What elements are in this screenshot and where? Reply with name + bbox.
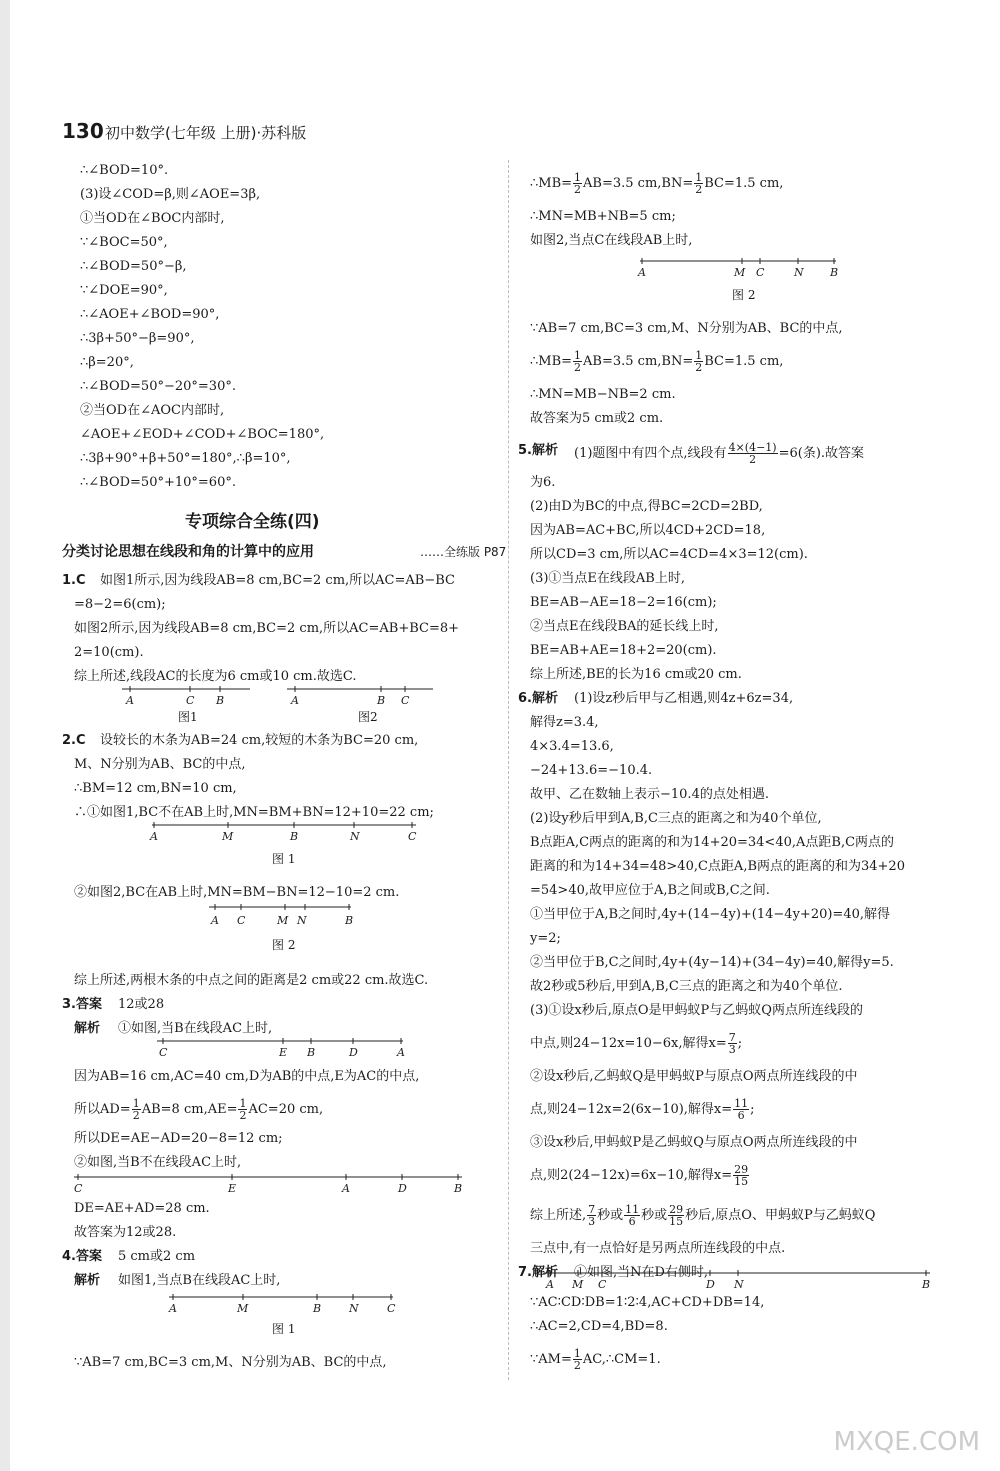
text-line: ∵∠DOE=90°, xyxy=(80,283,168,298)
q4-figure2 xyxy=(636,256,846,280)
svg-text:A: A xyxy=(397,1046,405,1059)
q3-label: 3.答案 xyxy=(62,997,102,1012)
text-line: 综上所述,两根木条的中点之间的距离是2 cm或22 cm.故选C. xyxy=(74,973,429,988)
text-line: DE=AE+AD=28 cm. xyxy=(74,1201,210,1216)
text-line: 故答案为12或28. xyxy=(74,1225,177,1240)
text-line: ∴∠BOD=50°−20°=30°. xyxy=(80,379,236,394)
svg-text:B: B xyxy=(922,1278,931,1291)
text-line: ∴β=20°, xyxy=(80,355,134,370)
svg-text:D: D xyxy=(706,1278,715,1291)
text-line: ②当甲位于B,C之间时,4y+(4y−14)+(34−4y)=40,解得y=5. xyxy=(530,955,894,970)
svg-text:B: B xyxy=(454,1182,463,1195)
watermark: MXQE.COM xyxy=(833,1427,980,1457)
svg-text:M: M xyxy=(734,266,746,279)
text-line: 综上所述,线段AC的长度为6 cm或10 cm.故选C. xyxy=(74,669,357,684)
subsection-ref: ……全练版 P87 xyxy=(420,545,507,559)
svg-text:B: B xyxy=(345,914,354,927)
svg-text:B: B xyxy=(830,266,839,279)
text-line: ∴MN=MB−NB=2 cm. xyxy=(530,387,676,402)
text-line: 如图2所示,因为线段AB=8 cm,BC=2 cm,所以AC=AB+BC=8+ xyxy=(74,621,460,636)
text-line: 中点,则24−12x=10−6x,解得x= $\frac{7}{3}$ ; xyxy=(530,1031,743,1056)
svg-text:A: A xyxy=(342,1182,350,1195)
svg-text:B: B xyxy=(377,694,386,707)
text-line: (3)①当点E在线段AB上时, xyxy=(530,571,685,586)
svg-text:C: C xyxy=(159,1046,168,1059)
fig-caption: 图 2 xyxy=(732,288,756,302)
svg-text:B: B xyxy=(216,694,225,707)
text-line: ∴∠BOD=50°−β, xyxy=(80,259,187,274)
text-line: 综上所述, $\frac{7}{3}$ 秒或 $\frac{11}{6}$ 秒或 $\frac{29}{15}$ 秒后,原点O、甲蚂蚁P与乙蚂蚁Q xyxy=(530,1203,876,1228)
text-line: =54>40,故甲应位于A,B之间或B,C之间. xyxy=(530,883,770,898)
fig-caption: 图1 xyxy=(178,710,198,724)
text-line: B点距A,C两点的距离的和为14+20=34<40,A点距B,C两点的 xyxy=(530,835,895,850)
q3-figure2 xyxy=(72,1172,472,1196)
svg-text:D: D xyxy=(349,1046,358,1059)
svg-text:M: M xyxy=(222,830,234,843)
column-divider xyxy=(508,160,509,1380)
q1-label: 1.C xyxy=(62,573,86,588)
svg-text:E: E xyxy=(279,1046,288,1059)
text-line: ∴3β+50°−β=90°, xyxy=(80,331,195,346)
text-line: 如图1所示,因为线段AB=8 cm,BC=2 cm,所以AC=AB−BC xyxy=(100,573,455,588)
svg-text:N: N xyxy=(734,1278,744,1291)
text-line: ②当OD在∠AOC内部时, xyxy=(80,403,225,418)
svg-text:N: N xyxy=(349,1302,359,1315)
book-title: 初中数学(七年级 上册)·苏科版 xyxy=(105,124,307,142)
text-line: ①当甲位于A,B之间时,4y+(14−4y)+(14−4y+20)=40,解得 xyxy=(530,907,890,922)
section-title: 专项综合全练(四) xyxy=(185,512,320,532)
text-line: ∴AC=2,CD=4,BD=8. xyxy=(530,1319,668,1334)
svg-text:M: M xyxy=(572,1278,584,1291)
svg-text:C: C xyxy=(756,266,765,279)
svg-text:A: A xyxy=(169,1302,177,1315)
text-line: ∴MB= $\frac{1}{2}$ AB=3.5 cm,BN= $\frac{1}{2}$ BC=1.5 cm, xyxy=(530,171,784,196)
text-line: 三点中,有一点恰好是另两点所连线段的中点. xyxy=(530,1241,786,1256)
svg-text:A: A xyxy=(150,830,158,843)
svg-text:A: A xyxy=(211,914,219,927)
text-line: 点,则2(24−12x)=6x−10,解得x= $\frac{29}{15}$ xyxy=(530,1163,749,1188)
text-line: 5 cm或2 cm xyxy=(118,1249,196,1264)
text-line: 距离的和为14+34=48>40,C点距A,B两点的距离的和为34+20 xyxy=(530,859,905,874)
svg-text:C: C xyxy=(237,914,246,927)
page-number: 130 xyxy=(62,119,104,143)
text-line: =8−2=6(cm); xyxy=(74,597,166,612)
text-line: 所以CD=3 cm,所以AC=4CD=4×3=12(cm). xyxy=(530,547,808,562)
q2-figure1 xyxy=(150,820,430,844)
text-line: ∴MN=MB+NB=5 cm; xyxy=(530,209,676,224)
svg-text:D: D xyxy=(398,1182,407,1195)
q7-label: 7.解析 xyxy=(518,1265,558,1280)
text-line: ∠AOE+∠EOD+∠COD+∠BOC=180°, xyxy=(80,427,325,442)
svg-text:N: N xyxy=(794,266,804,279)
text-line: −24+13.6=−10.4. xyxy=(530,763,653,778)
text-line: 如图2,当点C在线段AB上时, xyxy=(530,233,693,248)
svg-text:C: C xyxy=(401,694,410,707)
text-line: ∵AB=7 cm,BC=3 cm,M、N分别为AB、BC的中点, xyxy=(530,321,843,336)
text-line: ①如图,当B在线段AC上时, xyxy=(118,1021,273,1036)
svg-text:A: A xyxy=(291,694,299,707)
text-line: ②如图2,BC在AB上时,MN=BM−BN=12−10=2 cm. xyxy=(74,885,400,900)
svg-text:N: N xyxy=(350,830,360,843)
q5-label: 5.解析 xyxy=(518,443,558,458)
text-line: 12或28 xyxy=(118,997,165,1012)
text-line: ∴BM=12 cm,BN=10 cm, xyxy=(74,781,237,796)
q4-analysis-label: 解析 xyxy=(74,1273,101,1288)
text-line: 因为AB=AC+BC,所以4CD+2CD=18, xyxy=(530,523,766,538)
text-line: (2)由D为BC的中点,得BC=2CD=2BD, xyxy=(530,499,763,514)
q1-figure2 xyxy=(285,684,445,708)
svg-text:A: A xyxy=(638,266,646,279)
svg-text:C: C xyxy=(408,830,417,843)
text-line: ∴∠BOD=10°. xyxy=(80,163,169,178)
text-line: 所以DE=AE−AD=20−8=12 cm; xyxy=(74,1131,283,1146)
svg-text:C: C xyxy=(186,694,195,707)
svg-text:A: A xyxy=(546,1278,554,1291)
text-line: ②如图,当B不在线段AC上时, xyxy=(74,1155,242,1170)
fig-caption: 图 2 xyxy=(272,938,296,952)
text-line: 2=10(cm). xyxy=(74,645,144,660)
text-line: ∵∠BOC=50°, xyxy=(80,235,168,250)
text-line: 综上所述,BE的长为16 cm或20 cm. xyxy=(530,667,742,682)
text-line: 为6. xyxy=(530,475,556,490)
subsection-title: 分类讨论思想在线段和角的计算中的应用 xyxy=(62,544,314,560)
text-line: 点,则24−12x=2(6x−10),解得x= $\frac{11}{6}$ ; xyxy=(530,1097,755,1122)
text-line: 因为AB=16 cm,AC=40 cm,D为AB的中点,E为AC的中点, xyxy=(74,1069,420,1084)
text-line: ①当OD在∠BOC内部时, xyxy=(80,211,225,226)
text-line: 如图1,当点B在线段AC上时, xyxy=(118,1273,281,1288)
text-line: ③设x秒后,甲蚂蚁P是乙蚂蚁Q与原点O两点所连线段的中 xyxy=(530,1135,858,1150)
text-line: 解得z=3.4, xyxy=(530,715,599,730)
fig-caption: 图2 xyxy=(358,710,378,724)
svg-text:N: N xyxy=(297,914,307,927)
text-line: 设较长的木条为AB=24 cm,较短的木条为BC=20 cm, xyxy=(100,733,419,748)
text-line: (1)题图中有四个点,线段有 $\frac{4\times(4-1)}{2}$ =6(条).故答案 xyxy=(574,441,865,466)
text-line: 所以AD= $\frac{1}{2}$ AB=8 cm,AE= $\frac{1}{2}$ AC=20 cm, xyxy=(74,1097,324,1122)
text-line: ②设x秒后,乙蚂蚁Q是甲蚂蚁P与原点O两点所连线段的中 xyxy=(530,1069,858,1084)
svg-text:C: C xyxy=(387,1302,396,1315)
text-line: (2)设y秒后甲到A,B,C三点的距离之和为40个单位, xyxy=(530,811,822,826)
svg-text:E: E xyxy=(228,1182,237,1195)
page-edge-shadow xyxy=(0,0,10,1471)
text-line: ∵AB=7 cm,BC=3 cm,M、N分别为AB、BC的中点, xyxy=(74,1355,387,1370)
text-line: 4×3.4=13.6, xyxy=(530,739,614,754)
q6-label: 6.解析 xyxy=(518,691,558,706)
text-line: ∴①如图1,BC不在AB上时,MN=BM+BN=12+10=22 cm; xyxy=(74,805,434,820)
text-line: ∵AM= $\frac{1}{2}$ AC,∴CM=1. xyxy=(530,1347,661,1372)
q2-label: 2.C xyxy=(62,733,86,748)
text-line: y=2; xyxy=(530,931,561,946)
text-line: 故答案为5 cm或2 cm. xyxy=(530,411,664,426)
svg-text:C: C xyxy=(74,1182,83,1195)
svg-text:C: C xyxy=(598,1278,607,1291)
text-line: (3)①设x秒后,原点O是甲蚂蚁P与乙蚂蚁Q两点所连线段的 xyxy=(530,1003,863,1018)
text-line: ∴MB= $\frac{1}{2}$ AB=3.5 cm,BN= $\frac{1}{2}$ BC=1.5 cm, xyxy=(530,349,784,374)
text-line: BE=AB+AE=18+2=20(cm). xyxy=(530,643,717,658)
q3-figure1 xyxy=(155,1036,415,1060)
svg-text:B: B xyxy=(313,1302,322,1315)
text-line: (1)设z秒后甲与乙相遇,则4z+6z=34, xyxy=(574,691,794,706)
svg-text:A: A xyxy=(126,694,134,707)
q2-figure2 xyxy=(205,902,365,926)
text-line: M、N分别为AB、BC的中点, xyxy=(74,757,246,772)
text-line: ①如图,当N在D右侧时, xyxy=(574,1265,709,1280)
q4-figure1 xyxy=(165,1292,405,1316)
text-line: 故甲、乙在数轴上表示−10.4的点处相遇. xyxy=(530,787,769,802)
text-line: BE=AB−AE=18−2=16(cm); xyxy=(530,595,717,610)
q4-label: 4.答案 xyxy=(62,1249,102,1264)
q7-figure xyxy=(540,1268,940,1292)
q1-figure1 xyxy=(120,684,260,708)
text-line: ∴3β+90°+β+50°=180°,∴β=10°, xyxy=(80,451,291,466)
text-line: ∵AC∶CD∶DB=1∶2∶4,AC+CD+DB=14, xyxy=(530,1295,765,1310)
svg-text:B: B xyxy=(290,830,299,843)
text-line: (3)设∠COD=β,则∠AOE=3β, xyxy=(80,187,261,202)
text-line: 故2秒或5秒后,甲到A,B,C三点的距离之和为40个单位. xyxy=(530,979,843,994)
svg-text:M: M xyxy=(277,914,289,927)
text-line: ∴∠BOD=50°+10°=60°. xyxy=(80,475,236,490)
fig-caption: 图 1 xyxy=(272,1322,296,1336)
q3-analysis-label: 解析 xyxy=(74,1021,101,1036)
text-line: ②当点E在线段BA的延长线上时, xyxy=(530,619,719,634)
svg-text:B: B xyxy=(307,1046,316,1059)
text-line: ∴∠AOE+∠BOD=90°, xyxy=(80,307,220,322)
fig-caption: 图 1 xyxy=(272,852,296,866)
svg-text:M: M xyxy=(237,1302,249,1315)
